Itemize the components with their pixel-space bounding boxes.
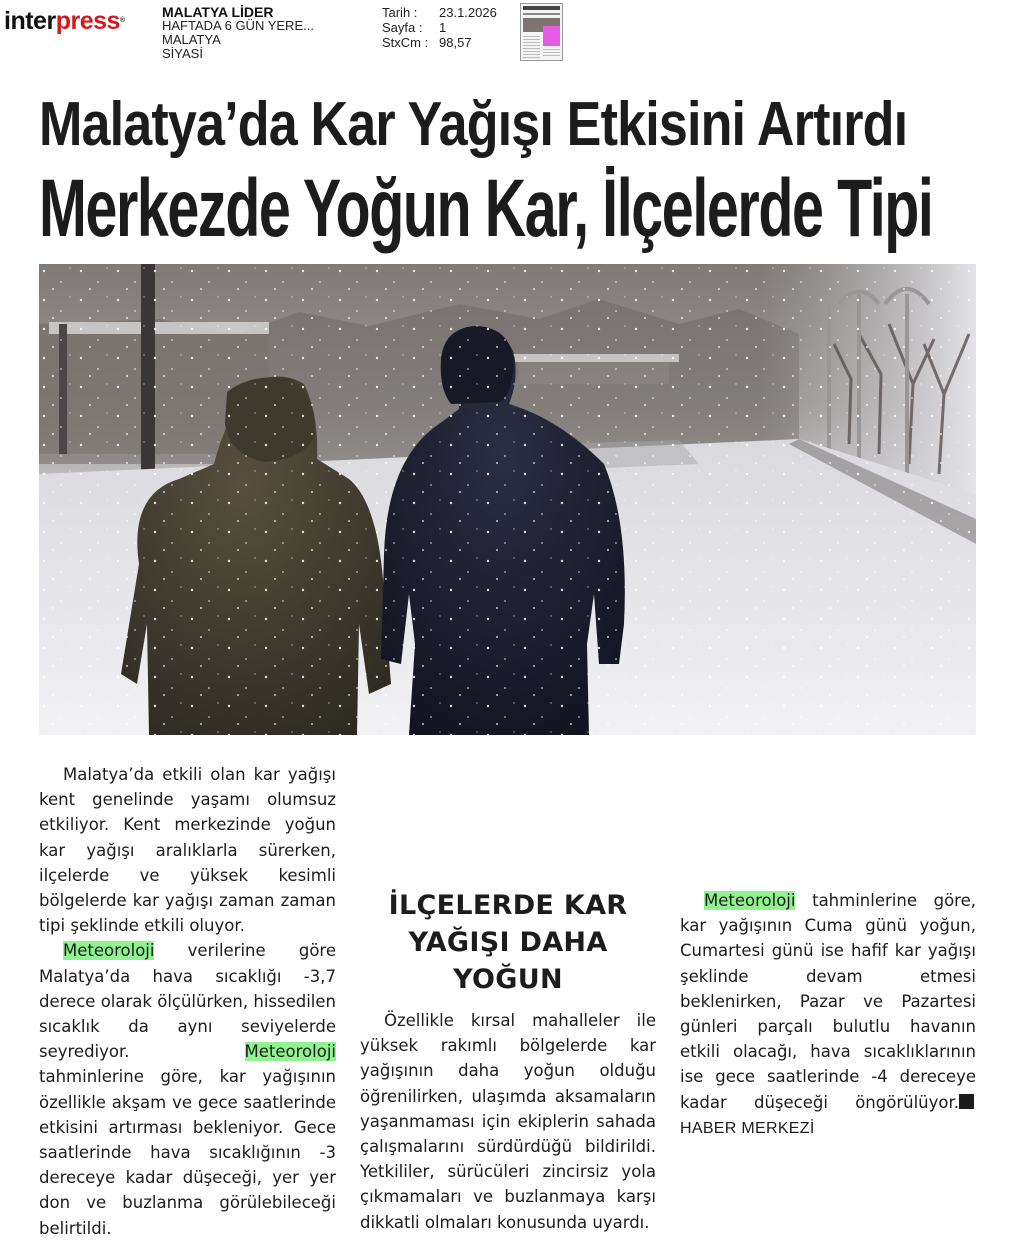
headline-primary: Malatya’da Kar Yağışı Etkisini Artırdı [39,90,908,159]
highlighted-keyword: Meteoroloji [704,891,796,910]
publication-frequency: HAFTADA 6 GÜN YERE... [162,18,314,33]
clipping-meta [382,5,497,50]
meta-value: 98,57 [439,35,472,50]
interpress-logo [4,6,125,36]
thumbnail-text-block [523,36,540,58]
paragraph-rural-areas: Özellikle kırsal mahalleler ile yüksek rakımlı bölgelerde kar yağışının daha yoğun olduğu öğrenilirken, ulaşımda aksamaların yaşanmaması için ekiplerin sahada çalışmalarını sürdürdüğü bildirildi. Yetkililer, sürücüleri zincirsiz yola çıkmamaları ve buzlanmaya karşı dikkatli olmaları konusunda uyardı. [360,1011,656,1232]
meta-value: 23.1.2026 [439,5,497,20]
paragraph-text: tahminlerine göre, kar yağışının Cuma günü yoğun, Cumartesi günü ise hafif kar yağışı şeklinde devam etmesi beklenirken, Pazar ve Pazartesi günleri parçalı bulutlu havanın etkili olacağı, hava sıcaklıklarının ise gece saatlerinde -4 dereceye kadar düşeceği öngörülüyor. [680,891,976,1112]
publication-category: SİYASİ [162,46,203,61]
meta-row-date [382,5,497,20]
registered-mark: ® [119,17,125,24]
paragraph-text: verilerine göre Malatya’da hava sıcaklığı -3,7 derece olarak ölçülürken, hissedilen sıcaklık da aynı seviyelerde seyrediyor. [39,941,336,1062]
meta-row-page [382,20,497,35]
logo-text-press: press [55,7,120,35]
publication-city: MALATYA [162,32,221,47]
page-thumbnail[interactable] [520,3,563,61]
subheading: İLÇELERDE KAR YAĞIŞI DAHA YOĞUN [388,890,628,995]
headline-secondary: Merkezde Yoğun Kar, İlçelerde Tipi [39,163,933,254]
paragraph-intro: Malatya’da etkili olan kar yağışı kent genelinde yaşamı olumsuz etkiliyor. Kent merkezinde yoğun kar yağışı aralıklarla sürerken, ilçelerde ve yüksek kesimli bölgelerde kar yağışı zaman zaman tipi şeklinde etkili oluyor. [39,765,336,936]
article-column-1 [39,762,336,1241]
meta-key: Tarih : [382,5,418,20]
end-square-icon [959,1094,974,1109]
paragraph-forecast [680,888,976,1141]
thumbnail-text-block [543,49,560,58]
article-photo-snow-walkers [39,264,976,735]
article-column-3 [680,762,976,1141]
highlighted-keyword: Meteoroloji [244,1042,336,1062]
article-signature: HABER MERKEZİ [680,1119,815,1137]
column-continuation-spacer [360,762,656,863]
paragraph-text: tahminlerine göre, kar yağışının özellikle akşam ve gece saatlerinde etkisini artırması bekleniyor. Gece saatlerinde hava sıcaklığının -3 dereceye kadar düşeceği, yer yer don ve buzlanma görülebileceği belirtildi. [39,1067,336,1238]
article-column-2 [360,762,656,1235]
meta-key: Sayfa : [382,20,423,35]
thumbnail-line [523,13,560,15]
highlighted-keyword: Meteoroloji [63,941,155,961]
paragraph-meteorology-data [39,938,336,1240]
meta-key: StxCm : [382,35,429,50]
logo-text-inter: inter [4,7,56,35]
column-continuation-spacer [680,762,976,888]
thumbnail-masthead [523,6,560,10]
publication-info [162,5,314,61]
thumbnail-highlight-box [543,26,560,46]
meta-row-stxcm [382,35,497,50]
meta-value: 1 [439,20,447,35]
publication-name: MALATYA LİDER [162,4,274,20]
